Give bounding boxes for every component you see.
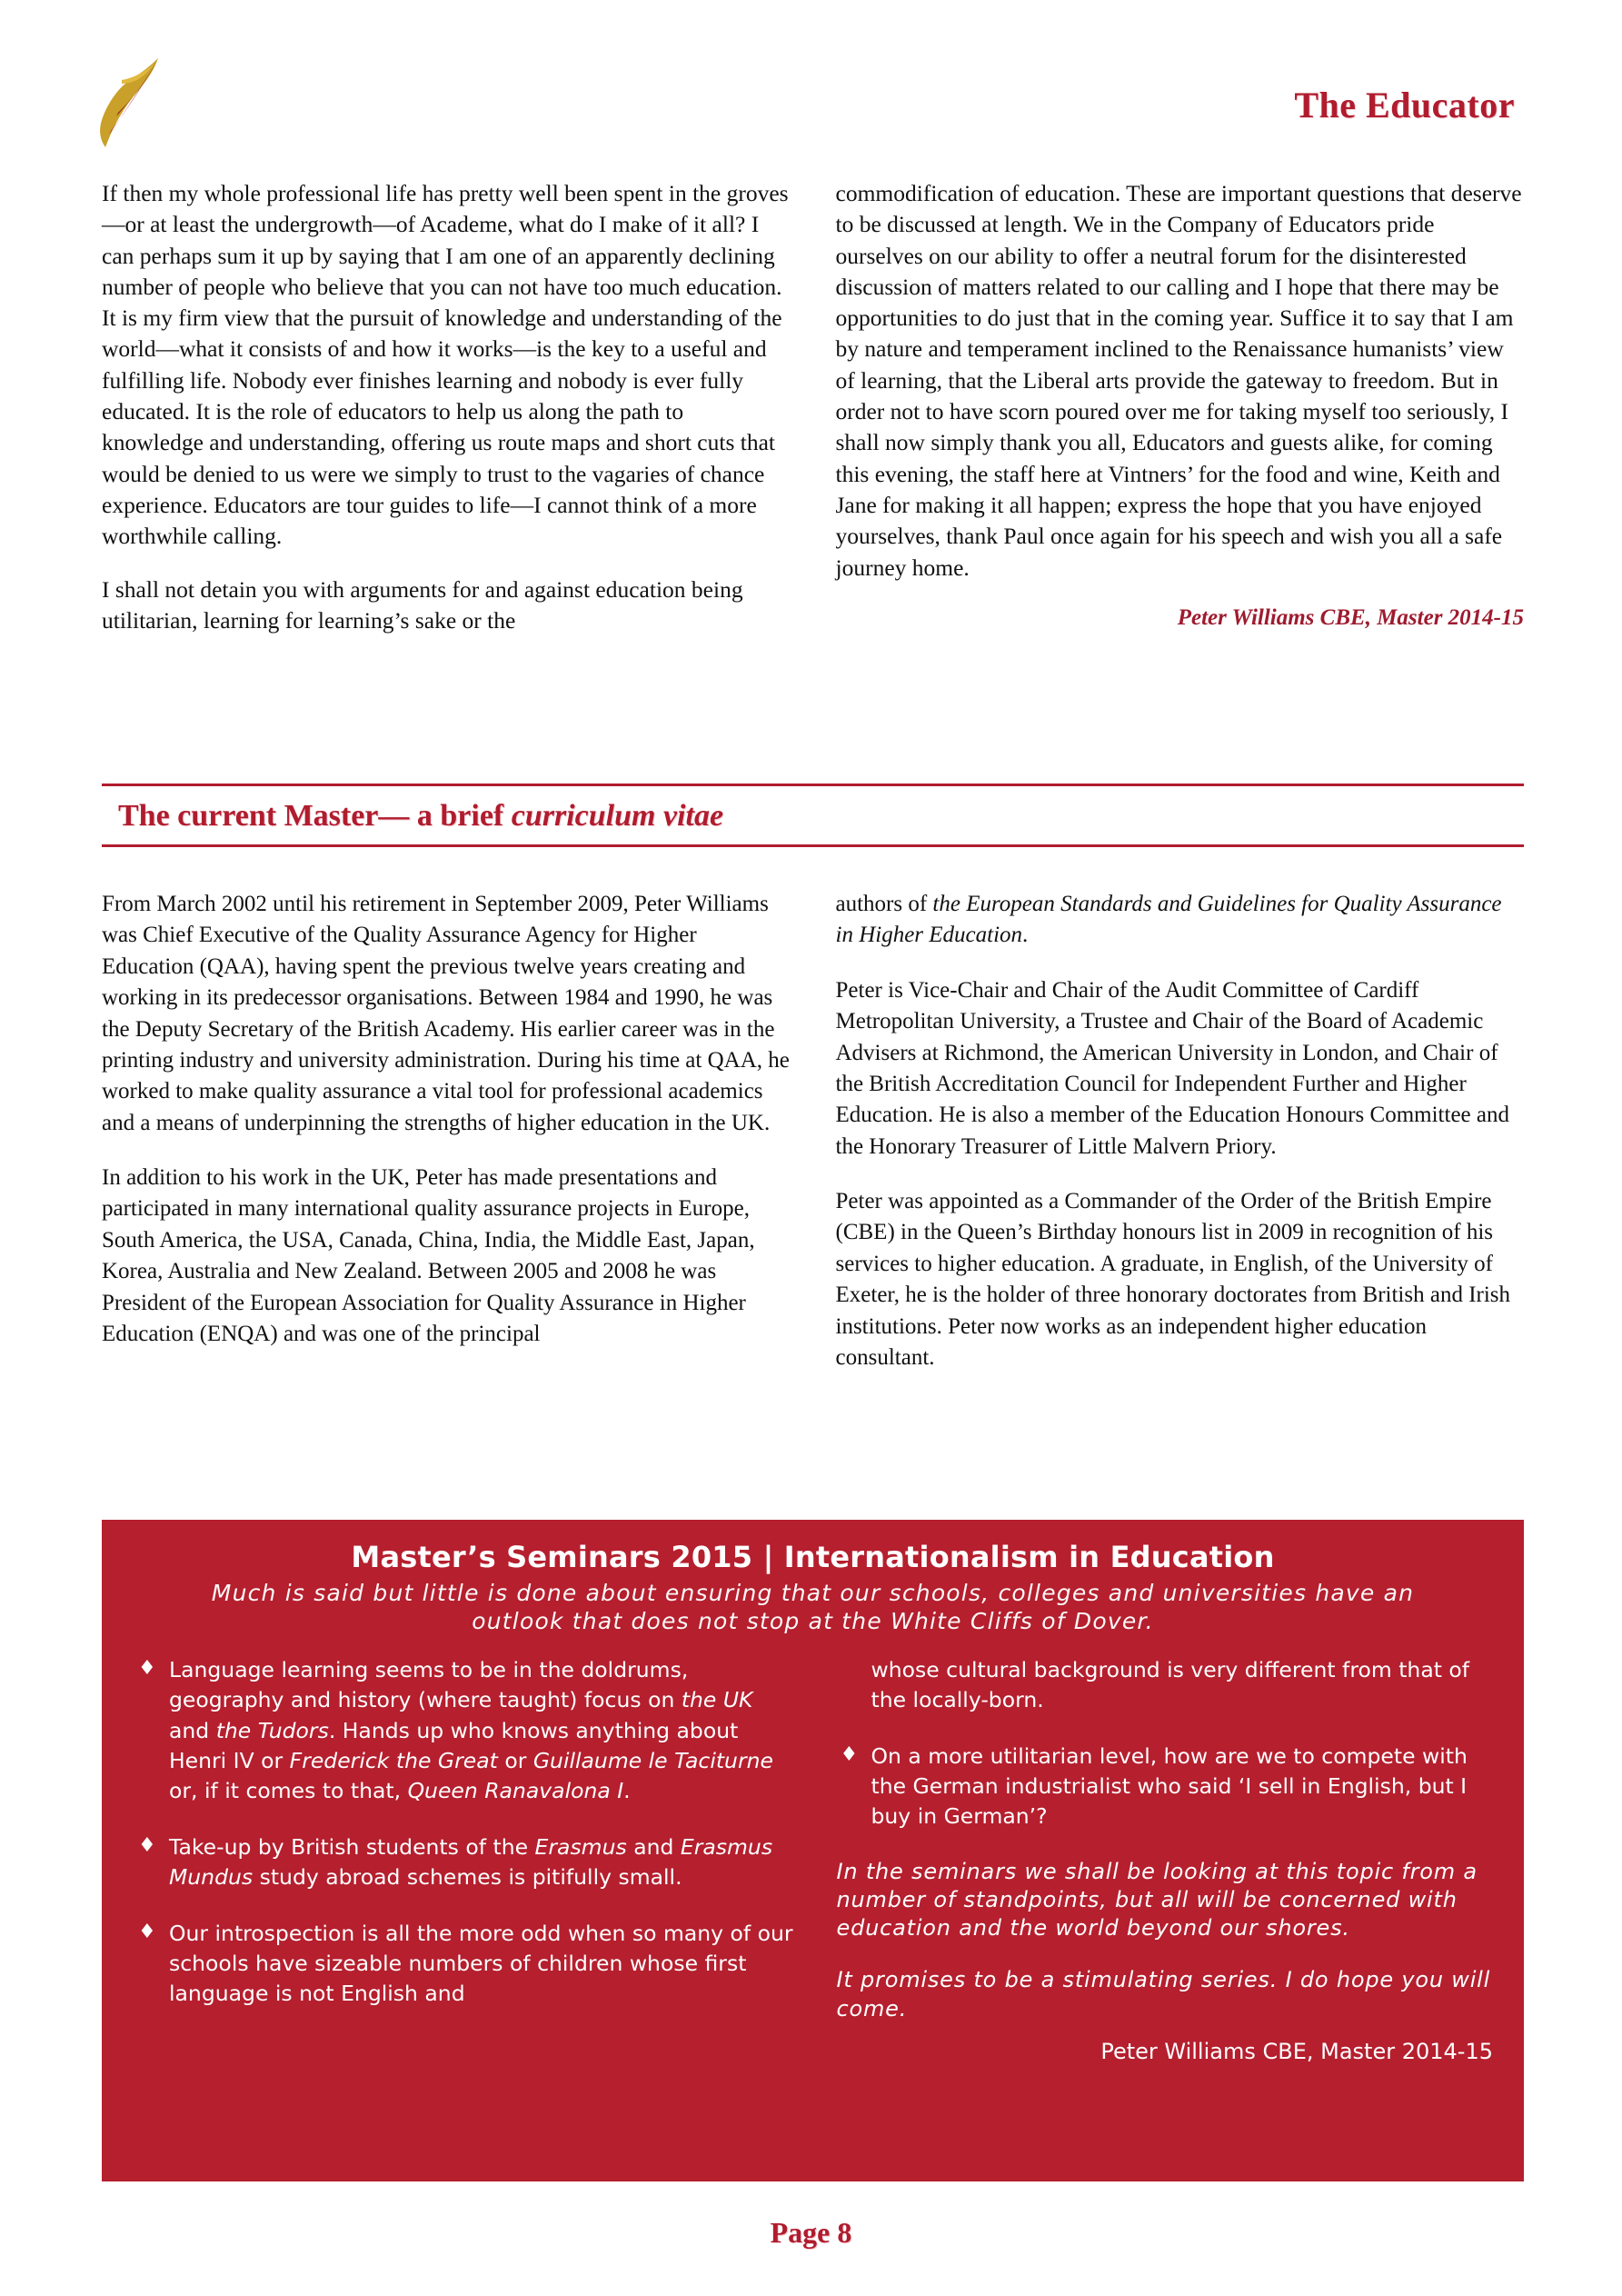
seminar-title: Master’s Seminars 2015 | Internationalism in Education (351, 1540, 1275, 1574)
bullet-emphasis: Erasmus (534, 1833, 627, 1860)
bullet-text: and (626, 1833, 681, 1860)
bullet-text: On a more utilitarian level, how are we to compete with the German industrialist who said ‘I sell in English, but I buy in German’? (871, 1742, 1468, 1830)
seminar-bullet-item (831, 1742, 1498, 1832)
section-heading-band (102, 784, 1524, 847)
cv-paragraph-with-italic (836, 889, 1525, 952)
bullet-diamond-icon: ♦ (138, 1833, 156, 1857)
bullet-text: or (497, 1748, 533, 1774)
section-title-plain: The current Master— a brief (118, 799, 512, 833)
quill-pen-logo-icon (91, 53, 173, 153)
cv-publication-title: the European Standards and Guidelines for Quality Assurance in Higher Education (835, 892, 1502, 948)
cv-paragraph: Peter was appointed as a Commander of the Order of the British Empire (CBE) in the Queen’s Birthday honours list in 2009 in recognition of his services to higher education. A graduate, in English, of the University of Exeter, he is the holder of three honorary doctorates from British and Irish institutions. Peter now works as an independent higher education consultant. (835, 1189, 1511, 1370)
bullet-emphasis: Erasmus Mundus (169, 1833, 773, 1891)
bullet-text: Take-up by British students of the (169, 1833, 535, 1860)
seminar-bullet-item (129, 1832, 795, 1893)
bullet-text: Our introspection is all the more odd when so many of our schools have sizeable numbers of children whose first language is not English and (169, 1920, 793, 2007)
seminar-script-note-2: It promises to be a stimulating series. I do hope you will come. (836, 1967, 1491, 2021)
seminar-callout-box (102, 1520, 1524, 2181)
seminar-bullet-item (129, 1919, 795, 2010)
cv-paragraph: Peter is Vice-Chair and Chair of the Audit Committee of Cardiff Metropolitan University, a Trustee and Chair of the Board of Academic Advisers at Richmond, the American University in London, and Chair of the British Accreditation Council for Independent Further and Higher Education. He is also a member of the Education Honours Committee and the Honorary Treasurer of Little Malvern Priory. (835, 977, 1509, 1159)
seminar-columns (129, 1655, 1497, 2067)
cv-paragraph: In addition to his work in the UK, Peter has made presentations and participated in many international quality assurance projects in Europe, South America, the USA, Canada, China, India, the Middle East, Japan, Korea, Australia and New Zealand. Between 2005 and 2008 he was President of the European Association for Quality Assurance in Higher Education (ENQA) and was one of the principal (102, 1165, 755, 1346)
page-footer (0, 2216, 1622, 2250)
bullet-text: and (169, 1717, 216, 1743)
section-title-italic: curriculum vitae (511, 799, 724, 833)
cv-columns (102, 889, 1524, 1397)
seminar-left-bullet-list (129, 1655, 795, 2010)
bullet-emphasis: Queen Ranavalona I (407, 1778, 624, 1804)
seminar-right-bullet-list (831, 1742, 1498, 1832)
bullet-diamond-icon: ♦ (138, 1657, 156, 1680)
cv-authors-lead: authors of (835, 892, 933, 916)
section-title (102, 786, 1524, 844)
cv-paragraph: From March 2002 until his retirement in September 2009, Peter Williams was Chief Executive of the Quality Assurance Agency for Higher Education (QAA), having spent the previous twelve years creating and working in its predecessor organisations. Between 1984 and 1990, he was the Deputy Secretary of the British Academy. His earlier career was in the printing industry and university administration. During his time at QAA, he worked to make quality assurance a vital tool for professional academics and a means of underpinning the strengths of higher education in the UK. (102, 892, 790, 1135)
bullet-emphasis: the Tudors (215, 1717, 329, 1743)
bullet-text: study abroad schemes is pitifully small. (253, 1864, 682, 1891)
article-left-column (102, 178, 791, 658)
article-paragraph: commodification of education. These are important questions that deserve to be discussed at length. We in the Company of Educators pride ourselves on our ability to offer a neutral forum for the disinterested discussion of matters related to our calling and I hope that there may be opportunities to do just that in the coming year. Suffice it to say that I am by nature and temperament inclined to the Renaissance humanists’ view of learning, that the Liberal arts provide the gateway to freedom. But in order not to have scorn poured over me for taking myself too seriously, I shall now simply thank you all, Educators and guests alike, for coming this evening, the staff here at Vintners’ for the food and wine, Keith and Jane for making it all happen; express the hope that you have enjoyed yourselves, thank Paul once again for his speech and wish you all a safe journey home. (835, 180, 1522, 581)
seminar-signature: Peter Williams CBE, Master 2014-15 (1100, 2038, 1493, 2064)
cv-right-column (836, 889, 1525, 1397)
cv-authors-tail: . (1022, 923, 1029, 948)
article-paragraph: If then my whole professional life has pretty well been spent in the groves—or at least the undergrowth—of Academe, what do I make of it all? I can perhaps sum it up by saying that I am one of an apparently declining number of people who believe that you can not have too much education. It is my firm view that the pursuit of knowledge and understanding of the world—what it consists of and how it works—is the key to a useful and fulfilling life. Nobody ever finishes learning and nobody is ever fully educated. It is the role of educators to help us along the path to knowledge and understanding, offering us route maps and short cuts that would be denied to us were we simply to trust to the vagaries of chance experience. Educators are tour guides to life—I cannot think of a more worthwhile calling. (102, 180, 789, 550)
bullet-text: or, if it comes to that, (169, 1778, 408, 1804)
page-header (0, 0, 1622, 164)
page-number: Page 8 (770, 2216, 852, 2249)
bullet-text: . Hands up who knows anything about Henri IV or (169, 1717, 739, 1774)
bullet-emphasis: Guillaume le Taciturne (532, 1748, 773, 1774)
section-rule-bottom (102, 844, 1524, 847)
bullet-text: Language learning seems to be in the doldrums, geography and history (where taught) focus on (169, 1657, 689, 1713)
seminar-left-column (129, 1655, 795, 2067)
seminar-bullet-continuation: whose cultural background is very different from that of the locally-born. (871, 1657, 1470, 1713)
masthead-title: The Educator (1294, 85, 1515, 125)
cv-left-column (102, 889, 791, 1397)
seminar-bullet-item (129, 1655, 795, 1807)
seminar-right-column (831, 1655, 1498, 2067)
article-paragraph: I shall not detain you with arguments for and against education being utilitarian, learning for learning’s sake or the (102, 575, 743, 634)
article-columns (102, 178, 1524, 658)
article-signature: Peter Williams CBE, Master 2014-15 (1177, 604, 1524, 630)
bullet-text: . (623, 1778, 631, 1804)
bullet-emphasis: the UK (681, 1687, 753, 1713)
bullet-diamond-icon: ♦ (840, 1742, 859, 1766)
bullet-emphasis: Frederick the Great (289, 1748, 498, 1774)
article-right-column (836, 178, 1525, 658)
seminar-script-note-1: In the seminars we shall be looking at this topic from a number of standpoints, but all will be concerned with education and the world beyond our shores. (836, 1858, 1478, 1942)
seminar-subtitle: Much is said but little is done about ensuring that our schools, colleges and universities have an outlook that does not stop at the White Cliffs of Dover. (211, 1580, 1415, 1634)
bullet-diamond-icon: ♦ (138, 1920, 156, 1943)
